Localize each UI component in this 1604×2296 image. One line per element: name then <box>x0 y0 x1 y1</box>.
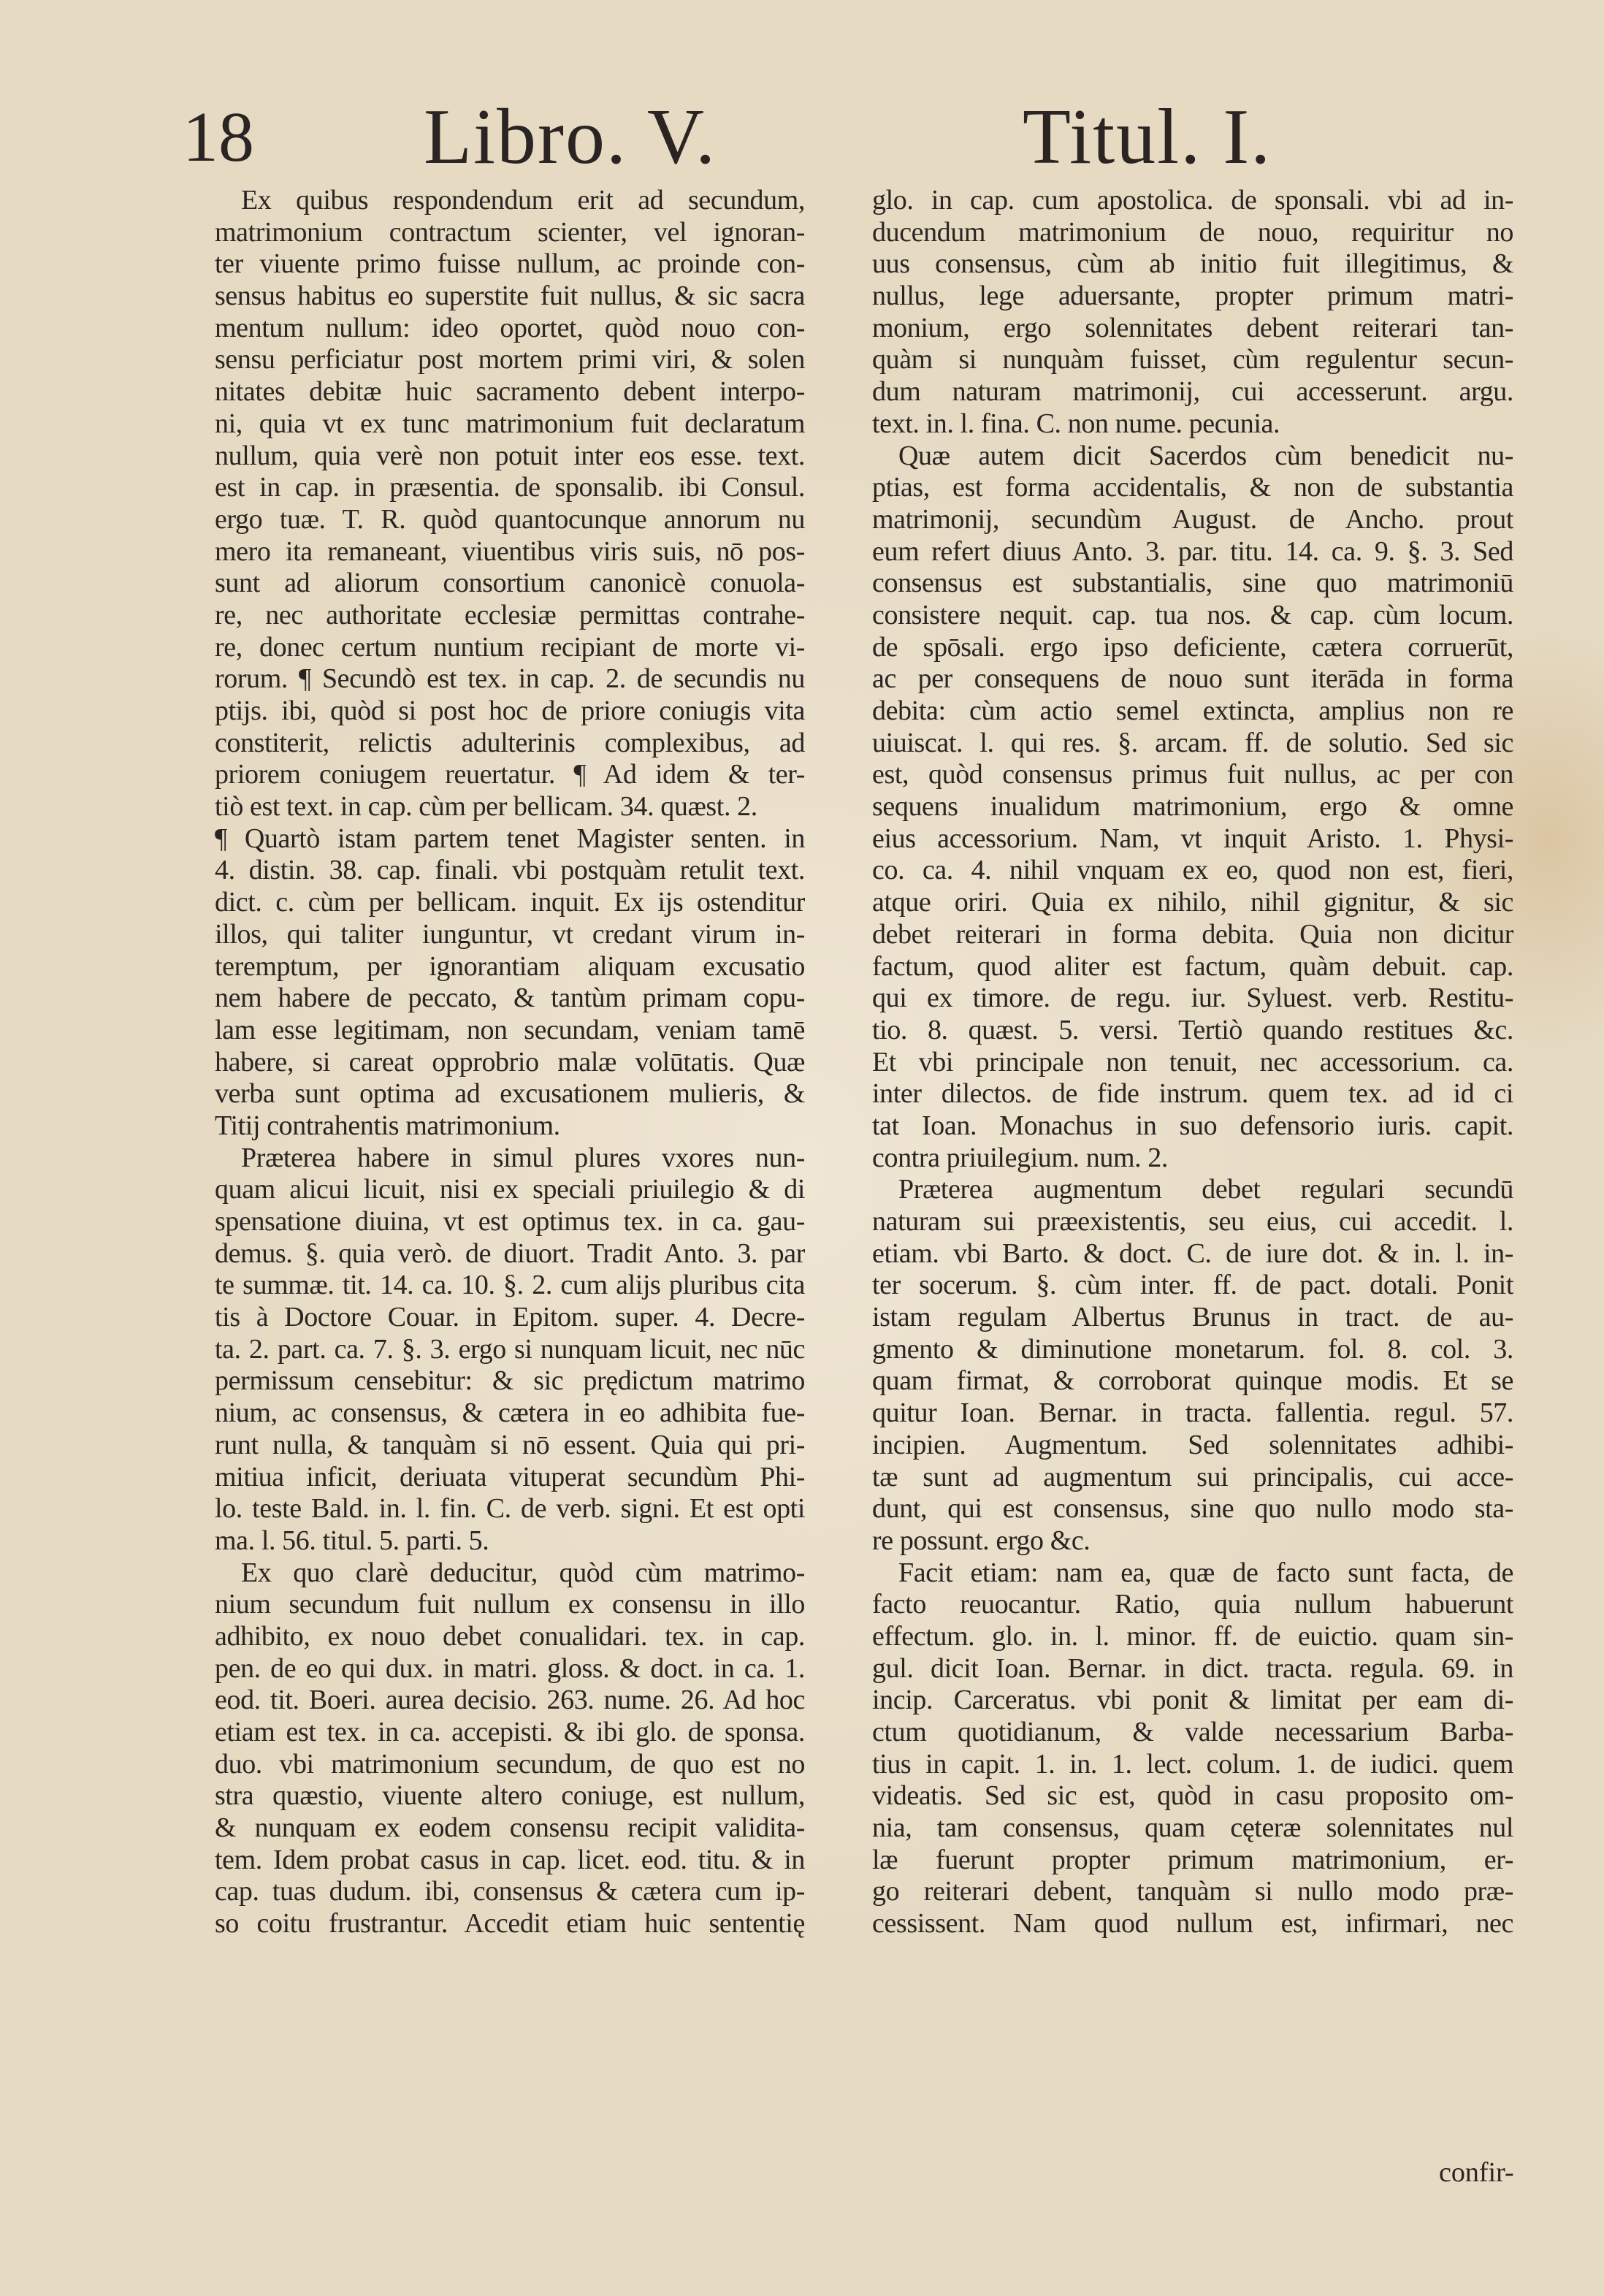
text-line: re, donec certum nuntium recipiant de morte vi- <box>215 631 805 663</box>
text-line: ptias, est forma accidentalis, & non de substantia <box>872 472 1513 503</box>
text-line: tæ sunt ad augmentum sui principalis, cui acce- <box>872 1461 1513 1492</box>
text-line: tio. 8. quæst. 5. versi. Tertiò quando restitues &c. <box>872 1014 1513 1045</box>
text-line: læ fuerunt propter primum matrimonium, er- <box>872 1844 1513 1875</box>
text-line: qui ex timore. de regu. iur. Syluest. verb. Restitu- <box>872 983 1513 1014</box>
text-line: glo. in cap. cum apostolica. de sponsali. vbi ad in- <box>872 185 1513 216</box>
text-line: contra priuilegium. num. 2. <box>872 1142 1169 1173</box>
left-text-column <box>215 185 805 1940</box>
text-line: eod. tit. Boeri. aurea decisio. 263. nume. 26. Ad hoc <box>215 1685 805 1716</box>
text-line: matrimonium contractum scienter, vel ignoran- <box>215 216 805 248</box>
text-line: de spōsali. ergo ipso deficiente, cætera corruerūt, <box>872 631 1513 663</box>
text-line: ter viuente primo fuisse nullum, ac proinde con- <box>215 248 805 280</box>
text-line: matrimonij, secundùm August. de Ancho. prout <box>872 503 1513 535</box>
text-line: cap. tuas dudum. ibi, consensus & cætera cum ip- <box>215 1876 805 1907</box>
text-line: duo. vbi matrimonium secundum, de quo est no <box>215 1748 805 1780</box>
text-line: te summæ. tit. 14. ca. 10. §. 2. cum alijs pluribus cita <box>215 1270 805 1301</box>
text-line: ptijs. ibi, quòd si post hoc de priore coniugis vita <box>215 695 805 726</box>
text-line: sensu perficiatur post mortem primi viri, & solen <box>215 344 805 375</box>
text-line: consensus est substantialis, sine quo matrimoniū <box>872 568 1513 599</box>
text-line: istam regulam Albertus Brunus in tract. de au- <box>872 1302 1513 1333</box>
page-number: 18 <box>183 98 254 177</box>
text-line: incip. Carceratus. vbi ponit & limitat per eam di- <box>872 1685 1513 1716</box>
text-line: lam esse legitimam, non secundam, veniam tamē <box>215 1014 805 1045</box>
text-line: Ex quibus respondendum erit ad secundum, <box>241 185 805 216</box>
text-line: uiuiscat. l. qui res. §. arcam. ff. de solutio. Sed sic <box>872 727 1513 758</box>
running-header <box>0 88 1604 183</box>
text-line: teremptum, per ignorantiam aliquam excusatio <box>215 950 805 982</box>
text-line: nem habere de peccato, & tantùm primam copu- <box>215 983 805 1014</box>
text-line: ac per consequens de nouo sunt iterāda in forma <box>872 663 1513 695</box>
text-line: ni, quia vt ex tunc matrimonium fuit declaratum <box>215 408 805 439</box>
text-line: sequens inualidum matrimonium, ergo & omne <box>872 791 1513 823</box>
text-line: quitur Ioan. Bernar. in tracta. fallentia. regul. 57. <box>872 1397 1513 1429</box>
text-line: ctum quotidianum, & valde necessarium Barba- <box>872 1717 1513 1747</box>
text-line: incipien. Augmentum. Sed solennitates adhibi- <box>872 1429 1513 1460</box>
text-line: re possunt. ergo &c. <box>872 1525 1091 1556</box>
text-line: Quæ autem dicit Sacerdos cùm benedicit nu- <box>898 440 1513 471</box>
right-text-column <box>872 185 1513 1940</box>
text-line: spensatione diuina, vt est optimus tex. in ca. gau- <box>215 1206 805 1237</box>
text-line: naturam sui præexistentis, seu eius, cui accedit. l. <box>872 1206 1513 1237</box>
text-line: demus. §. quia verò. de diuort. Tradit Anto. 3. par <box>215 1237 805 1269</box>
text-line: Præterea augmentum debet regulari secundū <box>898 1174 1513 1205</box>
text-line: etiam est tex. in ca. accepisti. & ibi glo. de sponsa. <box>215 1717 805 1747</box>
catchword: confir- <box>1439 2157 1514 2188</box>
text-line: monium, ergo solennitates debent reiterari tan- <box>872 312 1513 343</box>
text-line: Præterea habere in simul plures vxores nun- <box>241 1142 805 1173</box>
text-line: nium secundum fuit nullum ex consensu in illo <box>215 1589 805 1620</box>
text-line: dict. c. cùm per bellicam. inquit. Ex ijs ostenditur <box>215 887 805 918</box>
text-line: Et vbi principale non tenuit, nec accessorium. ca. <box>872 1046 1513 1078</box>
text-line: videatis. Sed sic est, quòd in casu proposito om- <box>872 1780 1513 1812</box>
text-line: nullum, quia verè non potuit inter eos esse. text. <box>215 440 805 471</box>
text-line: gul. dicit Ioan. Bernar. in dict. tracta. regula. 69. in <box>872 1652 1513 1684</box>
text-line: mentum nullum: ideo oportet, quòd nouo con- <box>215 312 805 343</box>
text-line: tat Ioan. Monachus in suo defensorio iuris. capit. <box>872 1110 1513 1141</box>
text-line: nitates debitæ huic sacramento debent interpo- <box>215 376 805 408</box>
text-line: ta. 2. part. ca. 7. §. 3. ergo si nunquam licuit, nec nūc <box>215 1333 805 1365</box>
text-line: eum refert diuus Anto. 3. par. titu. 14. ca. 9. §. 3. Sed <box>872 535 1513 567</box>
text-line: lo. teste Bald. in. l. fin. C. de verb. signi. Et est opti <box>215 1493 805 1525</box>
text-line: ¶ Quartò istam partem tenet Magister senten. in <box>215 823 805 854</box>
text-line: quàm si nunquàm fuisset, cùm regulentur secun- <box>872 344 1513 375</box>
text-line: Facit etiam: nam ea, quæ de facto sunt facta, de <box>898 1557 1513 1588</box>
text-line: sunt ad aliorum consortium canonicè conuola- <box>215 568 805 599</box>
text-line: factum, quod aliter est factum, quàm debuit. cap. <box>872 950 1513 982</box>
text-line: ter socerum. §. cùm inter. ff. de pact. dotali. Ponit <box>872 1270 1513 1301</box>
text-line: tius in capit. 1. in. 1. lect. colum. 1. de iudici. quem <box>872 1748 1513 1780</box>
text-line: go reiterari debent, tanquàm si nullo modo præ- <box>872 1876 1513 1907</box>
text-line: atque oriri. Quia ex nihilo, nihil gignitur, & sic <box>872 887 1513 918</box>
text-line: tem. Idem probat casus in cap. licet. eod. titu. & in <box>215 1844 805 1875</box>
text-line: co. ca. 4. nihil vnquam ex eo, quod non est, fieri, <box>872 855 1513 886</box>
running-title-book: Libro. V. <box>424 94 717 180</box>
text-line: 4. distin. 38. cap. finali. vbi postquàm retulit text. <box>215 855 805 886</box>
text-line: & nunquam ex eodem consensu recipit validita- <box>215 1812 805 1844</box>
text-line: habere, si careat opprobrio malæ volūtatis. Quæ <box>215 1046 805 1078</box>
text-line: quam alicui licuit, nisi ex speciali priuilegio & di <box>215 1174 805 1205</box>
text-line: Ex quo clarè deducitur, quòd cùm matrimo- <box>241 1557 805 1588</box>
text-line: re, nec authoritate ecclesiæ permittas contrahe- <box>215 599 805 630</box>
text-line: so coitu frustrantur. Accedit etiam huic sententię <box>215 1908 805 1940</box>
text-line: ma. l. 56. titul. 5. parti. 5. <box>215 1525 489 1556</box>
text-line: mero ita remaneant, viuentibus viris suis, nō pos- <box>215 535 805 567</box>
text-line: adhibito, ex nouo debet conualidari. tex. in cap. <box>215 1620 805 1652</box>
text-line: tis à Doctore Couar. in Epitom. super. 4. Decre- <box>215 1302 805 1333</box>
text-line: text. in. l. fina. C. non nume. pecunia. <box>872 408 1280 439</box>
text-line: quam firmat, & corroborat quinque modis. Et se <box>872 1365 1513 1397</box>
text-line: nium, ac consensus, & cætera in eo adhibita fue- <box>215 1397 805 1429</box>
text-line: runt nulla, & tanquàm si nō essent. Quia qui pri- <box>215 1429 805 1460</box>
text-line: facto reuocantur. Ratio, quia nullum habuerunt <box>872 1589 1513 1620</box>
text-line: est, quòd consensus primus fuit nullus, ac per con <box>872 759 1513 790</box>
text-line: eius accessorium. Nam, vt inquit Aristo. 1. Physi- <box>872 823 1513 854</box>
text-line: est in cap. in præsentia. de sponsalib. ibi Consul. <box>215 472 805 503</box>
running-title-section: Titul. I. <box>1023 94 1272 180</box>
text-line: debet reiterari in forma debita. Quia non dicitur <box>872 918 1513 950</box>
text-line: dum naturam matrimonij, cui accesserunt. argu. <box>872 376 1513 408</box>
text-line: inter dilectos. de fide instrum. quem tex. ad id ci <box>872 1078 1513 1110</box>
text-line: nia, tam consensus, quam cęteræ solennitates nul <box>872 1812 1513 1844</box>
text-line: consistere nequit. cap. tua nos. & cap. cùm locum. <box>872 599 1513 630</box>
text-line: illos, qui taliter iunguntur, vt credant virum in- <box>215 918 805 950</box>
text-line: cessissent. Nam quod nullum est, infirmari, nec <box>872 1908 1513 1940</box>
text-line: gmento & diminutione monetarum. fol. 8. col. 3. <box>872 1333 1513 1365</box>
text-line: uus consensus, cùm ab initio fuit illegitimus, & <box>872 248 1513 280</box>
text-line: sensus habitus eo superstite fuit nullus, & sic sacra <box>215 281 805 312</box>
text-line: permissum censebitur: & sic prędictum matrimo <box>215 1365 805 1397</box>
text-line: rorum. ¶ Secundò est tex. in cap. 2. de secundis nu <box>215 663 805 695</box>
text-line: stra quæstio, viuente altero coniuge, est nullum, <box>215 1780 805 1812</box>
text-line: pen. de eo qui dux. in matri. gloss. & doct. in ca. 1. <box>215 1652 805 1684</box>
text-line: dunt, qui est consensus, sine quo nullo modo sta- <box>872 1493 1513 1525</box>
text-line: constiterit, relictis adulterinis complexibus, ad <box>215 727 805 758</box>
text-line: nullus, lege aduersante, propter primum matri- <box>872 281 1513 312</box>
text-line: ergo tuæ. T. R. quòd quantocunque annorum nu <box>215 503 805 535</box>
text-line: priorem coniugem reuertatur. ¶ Ad idem & ter- <box>215 759 805 790</box>
text-line: verba sunt optima ad excusationem mulieris, & <box>215 1078 805 1110</box>
text-line: effectum. glo. in. l. minor. ff. de euictio. quam sin- <box>872 1620 1513 1652</box>
text-line: mitiua inficit, deriuata vituperat secundùm Phi- <box>215 1461 805 1492</box>
text-line: debita: cùm actio semel extincta, amplius non re <box>872 695 1513 726</box>
text-line: etiam. vbi Barto. & doct. C. de iure dot. & in. l. in- <box>872 1237 1513 1269</box>
text-line: Titij contrahentis matrimonium. <box>215 1110 560 1141</box>
text-line: tiò est text. in cap. cùm per bellicam. 34. quæst. 2. <box>215 791 757 823</box>
text-line: ducendum matrimonium de nouo, requiritur no <box>872 216 1513 248</box>
